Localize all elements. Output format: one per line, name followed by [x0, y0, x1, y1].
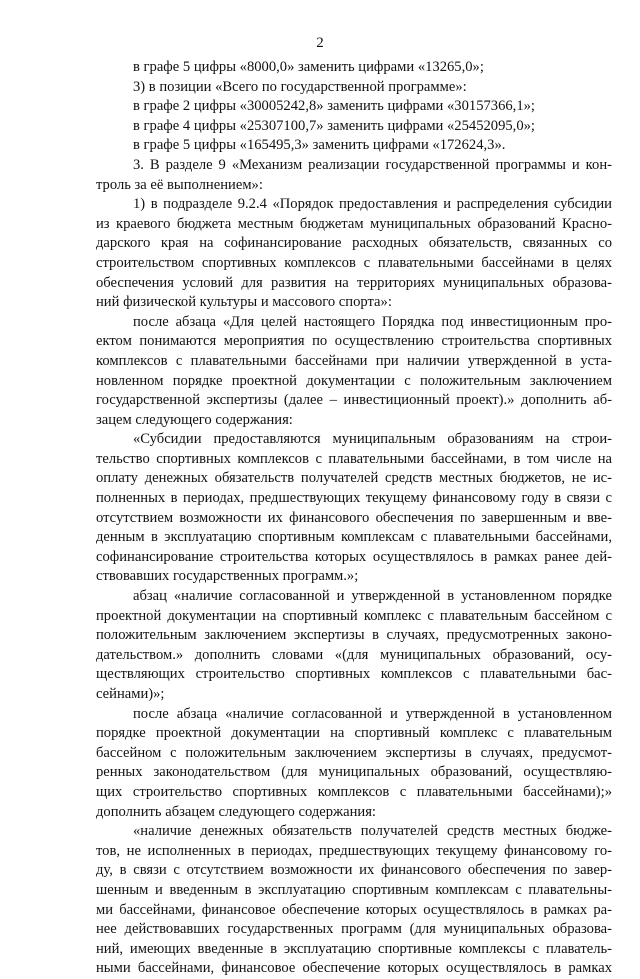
text-line: ными бассейнами, финансовое обеспечение которых осуществлялось в рамках [96, 960, 612, 977]
text-line: в графе 4 цифры «25307100,7» заменить цифрами «25452095,0»; [133, 117, 535, 134]
text-line: ний, имеющих введенные в эксплуатацию спортивные комплексы с плаватель- [96, 940, 612, 957]
text-line: 3. В разделе 9 «Механизм реализации государственной программы и кон- [133, 156, 612, 173]
text-line: строительством спортивных комплексов с плавательными бассейнами в целях [96, 254, 612, 271]
text-line: из краевого бюджета местным бюджетам муниципальных образований Красно- [96, 215, 612, 232]
text-line: 1) в подразделе 9.2.4 «Порядок предоставления и распределения субсидии [133, 196, 612, 213]
text-line: 3) в позиции «Всего по государственной программе»: [133, 78, 467, 95]
text-line: ний физической культуры и массового спорта»: [96, 294, 392, 311]
text-line: дательством.» дополнить словами «(для муниципальных образований, осу- [96, 646, 612, 663]
text-line: бассейном с положительным заключением экспертизы в случаях, предусмот- [96, 744, 612, 761]
text-line: после абзаца «Для целей настоящего Порядка под инвестиционным про- [133, 313, 612, 330]
text-line: шенным и введенным в эксплуатацию спортивным комплексам с плавательны- [96, 881, 612, 898]
text-line: ществляющих строительство спортивных комплексов с плавательными бас- [96, 666, 612, 683]
text-line: ствовавших государственных программ.»; [96, 568, 359, 585]
text-line: нее действовавших государственных программ (для муниципальных образова- [96, 921, 612, 938]
text-line: в графе 2 цифры «30005242,8» заменить цифрами «30157366,1»; [133, 98, 535, 115]
text-line: «Субсидии предоставляются муниципальным образованиям на строи- [133, 431, 612, 448]
text-line: абзац «наличие согласованной и утвержденной в установленном порядке [133, 588, 612, 605]
text-line: зацем следующего содержания: [96, 411, 293, 428]
text-line: дополнить абзацем следующего содержания: [96, 803, 376, 820]
text-line: полненных в периодах, предшествующих текущему финансовому году в связи с [96, 490, 612, 507]
text-line: сейнами)»; [96, 686, 165, 702]
text-line: проектной документации на спортивный комплекс с плавательным бассейном с [96, 607, 612, 624]
text-line: «наличие денежных обязательств получателей средств местных бюдже- [133, 823, 612, 840]
text-line: в графе 5 цифры «165495,3» заменить цифрами «172624,3». [133, 137, 506, 154]
text-line: ду, в связи с отсутствием возможности их финансового обеспечения по завер- [96, 862, 612, 879]
text-line: щих строительство спортивных комплексов с плавательными бассейнами);» [96, 783, 612, 800]
text-line: тельство спортивных комплексов с плавательными бассейнами, в том числе на [96, 450, 612, 467]
text-line: троль за её выполнением»: [96, 176, 263, 193]
text-line: после абзаца «наличие согласованной и утвержденной в установленном [133, 705, 612, 722]
text-line: ренных законодательством (для муниципальных образований, осуществляю- [96, 764, 612, 781]
text-line: государственной экспертизы (далее – инвестиционный проект).» дополнить аб- [96, 392, 612, 409]
text-line: софинансирование строительства которых осуществлялось в рамках ранее дей- [96, 548, 612, 565]
text-line: оплату денежных обязательств получателей средств местных бюджетов, не ис- [96, 470, 612, 487]
page-number: 2 [316, 35, 324, 51]
text-line: ектом понимаются мероприятия по осуществлению строительства спортивных [96, 333, 612, 350]
text-line: обеспечения условий для развития на территориях муниципальных образова- [96, 274, 612, 291]
text-line: тов, не исполненных в периодах, предшествующих текущему финансовому го- [96, 842, 612, 859]
text-line: положительным заключением экспертизы в случаях, предусмотренных законо- [96, 627, 612, 644]
text-line: дарского края на софинансирование расходных обязательств, связанных со [96, 235, 612, 252]
text-line: порядке проектной документации на спортивный комплекс с плавательным [96, 725, 612, 742]
text-line: ми бассейнами, финансовое обеспечение которых осуществлялось в рамках ра- [96, 901, 612, 918]
text-line: комплексов с плавательными бассейнами при наличии утвержденной в уста- [96, 352, 612, 369]
text-line: новленном порядке проектной документации с положительным заключением [96, 372, 612, 389]
text-line: в графе 5 цифры «8000,0» заменить цифрами «13265,0»; [133, 59, 484, 75]
text-line: отсутствием возможности их финансового обеспечения по завершенным и вве- [96, 509, 612, 526]
document-body [96, 58, 612, 979]
text-line: денным в эксплуатацию спортивным комплексам с плавательными бассейнами, [96, 529, 612, 546]
